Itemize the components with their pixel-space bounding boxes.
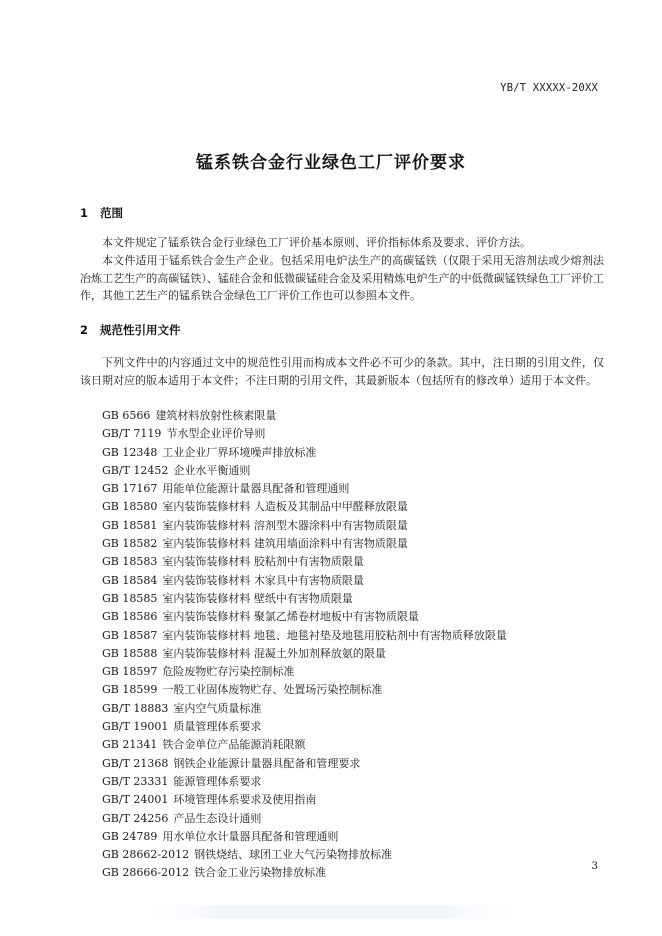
reference-title: 室内装饰装修材料 胶粘剂中有害物质限量 <box>162 555 364 569</box>
reference-code: GB 18597 <box>102 665 158 679</box>
reference-code: GB/T 24256 <box>102 811 169 825</box>
reference-item <box>102 645 622 663</box>
reference-item <box>102 864 622 882</box>
reference-title: 室内装饰装修材料 混凝土外加剂释放氨的限量 <box>162 646 386 660</box>
faint-watermark-band <box>150 905 510 919</box>
reference-code: GB 18588 <box>102 646 158 660</box>
reference-item <box>102 663 622 681</box>
reference-item <box>102 736 622 754</box>
reference-code: GB 18583 <box>102 555 158 569</box>
reference-title: 钢铁企业能源计量器具配备和管理要求 <box>173 756 361 770</box>
document-title: 锰系铁合金行业绿色工厂评价要求 <box>196 153 466 173</box>
reference-item <box>102 590 622 608</box>
reference-item <box>102 755 622 773</box>
section-title: 规范性引用文件 <box>100 323 181 337</box>
reference-title: 铁合金单位产品能源消耗限额 <box>162 738 306 752</box>
reference-title: 一般工业固体废物贮存、处置场污染控制标准 <box>162 683 383 697</box>
reference-title: 能源管理体系要求 <box>173 774 262 788</box>
reference-code: GB 18587 <box>102 628 158 642</box>
reference-title: 室内装饰装修材料 溶剂型木器涂料中有害物质限量 <box>162 518 408 532</box>
reference-code: GB 18586 <box>102 610 158 624</box>
reference-code: GB 18581 <box>102 518 158 532</box>
reference-code: GB/T 23331 <box>102 774 169 788</box>
reference-title: 室内装饰装修材料 木家具中有害物质限量 <box>162 573 364 587</box>
reference-title: 环境管理体系要求及使用指南 <box>173 793 317 807</box>
reference-code: GB 6566 <box>102 409 151 422</box>
reference-item <box>102 773 622 791</box>
reference-title: 室内装饰装修材料 建筑用墙面涂料中有害物质限量 <box>162 537 408 551</box>
reference-title: 节水型企业评价导则 <box>166 427 266 441</box>
reference-title: 建筑材料放射性核素限量 <box>155 409 277 422</box>
reference-item <box>102 572 622 590</box>
reference-title: 危险废物贮存污染控制标准 <box>162 665 295 679</box>
reference-item <box>102 791 622 809</box>
standard-code: YB/T XXXXX-20XX <box>500 82 598 94</box>
reference-item <box>102 498 622 516</box>
reference-item <box>102 535 622 553</box>
reference-item <box>102 553 622 571</box>
reference-title: 企业水平衡通则 <box>173 463 251 477</box>
reference-item <box>102 700 622 718</box>
page-number: 3 <box>591 860 598 872</box>
reference-title: 铁合金工业污染物排放标准 <box>194 866 327 880</box>
section-number: 1 <box>80 206 89 220</box>
reference-code: GB 12348 <box>102 445 158 459</box>
reference-code: GB 17167 <box>102 482 158 496</box>
reference-item <box>102 517 622 535</box>
reference-code: GB 18582 <box>102 537 158 551</box>
section-heading-scope <box>80 205 123 221</box>
reference-title: 用水单位水计量器具配备和管理通则 <box>162 829 339 843</box>
reference-item <box>102 718 622 736</box>
section-title: 范围 <box>100 206 124 220</box>
reference-title: 室内装饰装修材料 地毯、地毯衬垫及地毯用胶粘剂中有害物质释放限量 <box>162 628 507 642</box>
reference-title: 工业企业厂界环境噪声排放标准 <box>162 445 317 459</box>
reference-code: GB/T 21368 <box>102 756 169 770</box>
reference-item <box>102 608 622 626</box>
scope-paragraph-1: 本文件规定了锰系铁合金行业绿色工厂评价基本原则、评价指标体系及要求、评价方法。 <box>102 236 531 249</box>
reference-item <box>102 444 622 462</box>
reference-item <box>102 627 622 645</box>
reference-title: 室内装饰装修材料 人造板及其制品中甲醛释放限量 <box>162 500 408 514</box>
references-intro-paragraph: 下列文件中的内容通过文中的规范性引用而构成本文件必不可少的条款。其中，注日期的引用文件，仅该日期对应的版本适用于本文件；不注日期的引用文件，其最新版本（包括所有的修改单）适用于本文件。 <box>80 356 604 387</box>
reference-title: 钢铁烧结、球团工业大气污染物排放标准 <box>194 848 393 862</box>
reference-title: 产品生态设计通则 <box>173 811 262 825</box>
section-number: 2 <box>80 323 89 337</box>
reference-title: 室内装饰装修材料 壁纸中有害物质限量 <box>162 591 353 605</box>
reference-code: GB/T 7119 <box>102 427 162 441</box>
reference-code: GB 21341 <box>102 738 158 752</box>
reference-code: GB 18580 <box>102 500 158 514</box>
reference-code: GB 28662-2012 <box>102 848 190 862</box>
reference-code: GB 24789 <box>102 829 158 843</box>
reference-title: 室内装饰装修材料 聚氯乙烯卷材地板中有害物质限量 <box>162 610 419 624</box>
reference-item <box>102 846 622 864</box>
reference-code: GB/T 18883 <box>102 701 169 715</box>
scope-paragraph-2: 本文件适用于锰系铁合金生产企业。包括采用电炉法生产的高碳锰铁（仅限于采用无溶剂法或少熔剂法冶炼工艺生产的高碳锰铁）、锰硅合金和低微碳锰硅合金及采用精炼电炉生产的中低微碳锰铁绿色工厂评价工作，其他工艺生产的锰系铁合金绿色工厂评价工作也可以参照本文件。 <box>80 254 604 302</box>
reference-code: GB 18584 <box>102 573 158 587</box>
reference-title: 用能单位能源计量器具配备和管理通则 <box>162 482 350 496</box>
reference-item <box>102 828 622 846</box>
reference-code: GB/T 24001 <box>102 793 169 807</box>
section-heading-normative-references <box>80 322 181 338</box>
reference-code: GB 28666-2012 <box>102 866 190 880</box>
reference-item <box>102 425 622 443</box>
reference-list <box>102 407 622 883</box>
reference-code: GB 18585 <box>102 591 158 605</box>
reference-code: GB/T 19001 <box>102 720 169 734</box>
reference-item <box>102 407 622 425</box>
reference-title: 室内空气质量标准 <box>173 701 262 715</box>
reference-item <box>102 480 622 498</box>
reference-item <box>102 462 622 480</box>
reference-item <box>102 810 622 828</box>
reference-code: GB/T 12452 <box>102 463 169 477</box>
reference-code: GB 18599 <box>102 683 158 697</box>
reference-item <box>102 681 622 699</box>
reference-title: 质量管理体系要求 <box>173 720 262 734</box>
